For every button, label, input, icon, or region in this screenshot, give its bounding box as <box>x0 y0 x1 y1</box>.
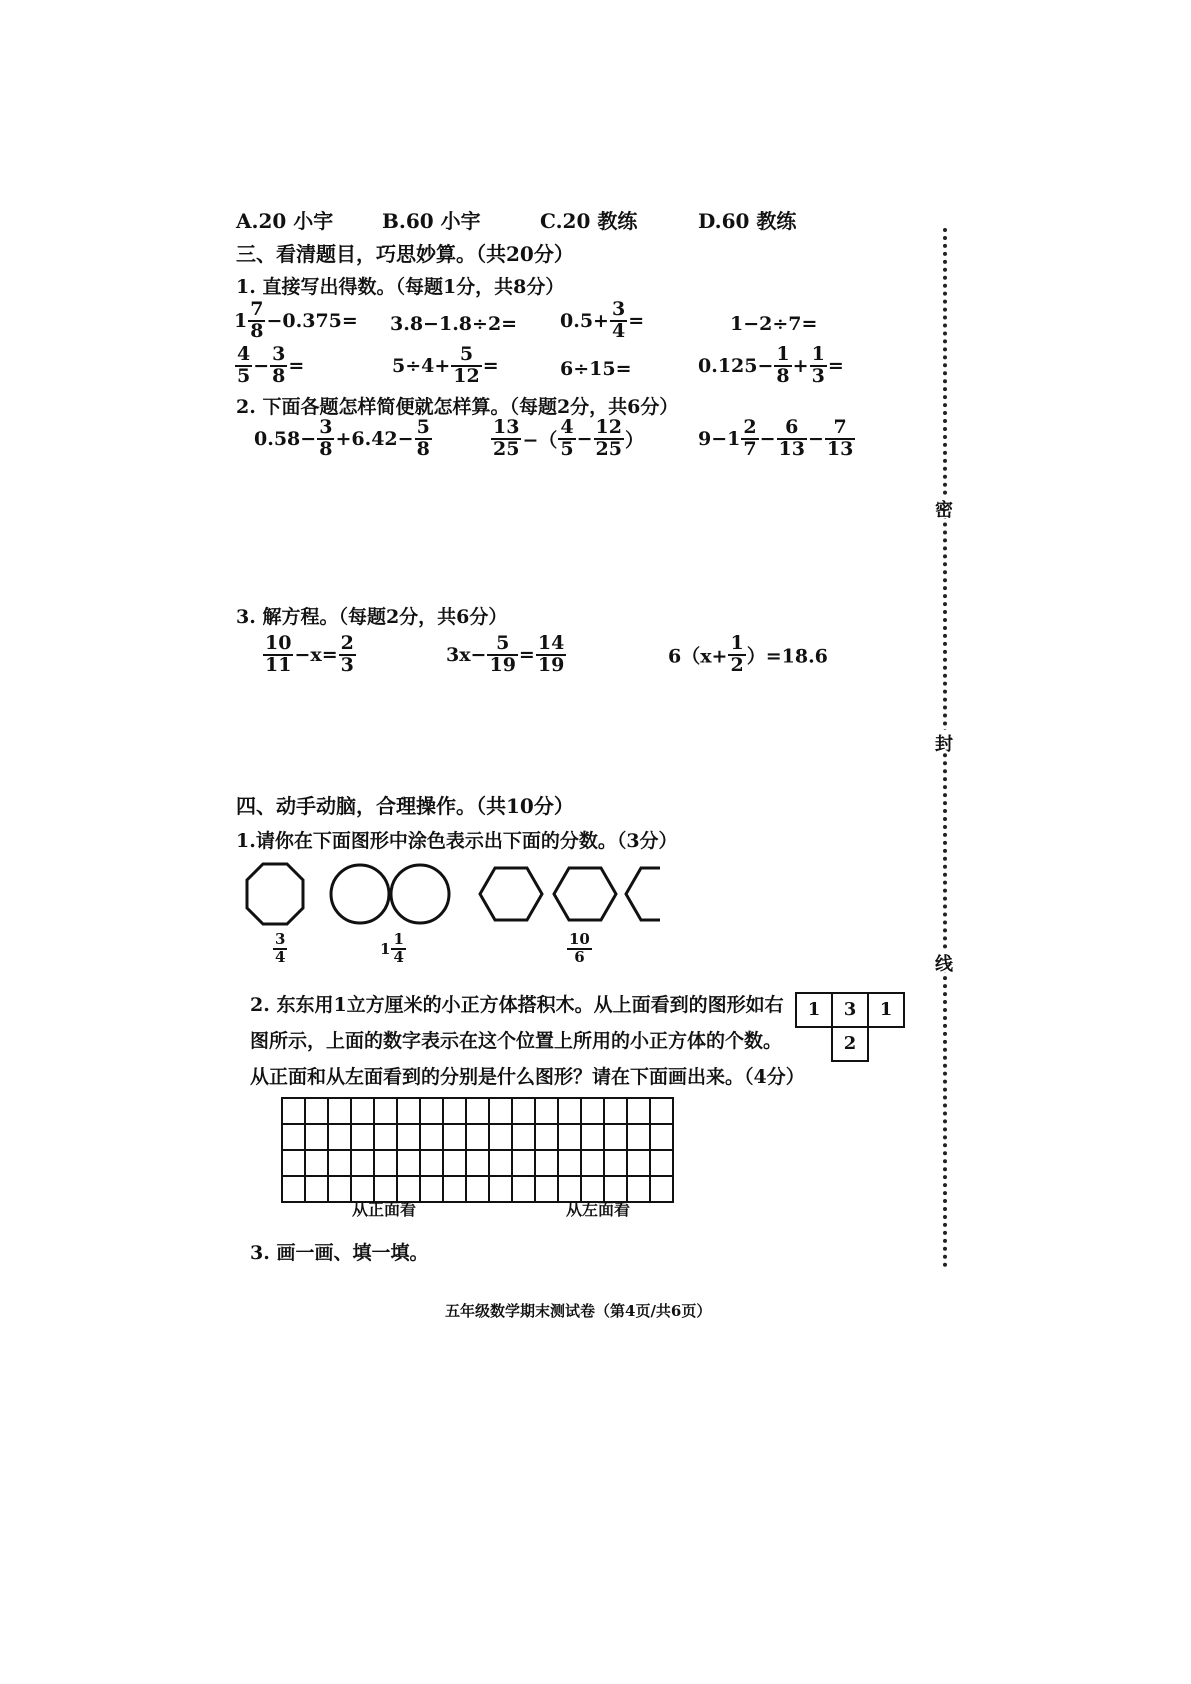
q3-expr-2: 3x− $\frac{5}{19}$ = $\frac{14}{19}$ <box>446 632 565 676</box>
q1-expr-6: 5÷4+ $\frac{5}{12}$ = <box>392 343 499 387</box>
q1-expr-3: 0.5+ $\frac{3}{4}$ = <box>560 298 645 342</box>
circle-shape-1 <box>331 865 389 923</box>
fraction-label-1: $\frac{3}{4}$ <box>275 930 286 966</box>
q1-expr-2: 3.8−1.8÷2= <box>390 313 518 335</box>
q1-expr-5: $\frac{4}{5}$ − $\frac{3}{8}$ = <box>237 343 305 387</box>
binding-mark-3: 线 <box>932 950 956 972</box>
grid-label-front: 从正面看 <box>352 1200 417 1219</box>
q2-expr-1: 0.58− $\frac{3}{8}$ +6.42− $\frac{5}{8}$ <box>254 416 430 460</box>
section4-q3-title: 3. 画一画、填一填。 <box>250 1242 429 1264</box>
option-c: C.20 教练 <box>540 209 638 233</box>
hexagon-shape-1 <box>480 868 542 920</box>
q1-expr-4: 1−2÷7= <box>730 313 818 335</box>
q2-title: 2. 下面各题怎样简便就怎样算。（每题2分，共6分） <box>236 396 679 418</box>
q1-title: 1. 直接写出得数。（每题1分，共8分） <box>236 276 565 298</box>
top-view-cell: 1 <box>867 992 905 1028</box>
hexagon-shape-2 <box>554 868 616 920</box>
q1-expr-1: 1 $\frac{7}{8}$ −0.375= <box>234 298 358 342</box>
binding-mark-2: 封 <box>932 730 956 752</box>
section3-title: 三、看清题目，巧思妙算。（共20分） <box>236 242 574 266</box>
top-view-cell: 2 <box>831 1026 869 1062</box>
section4-q2-line3: 从正面和从左面看到的分别是什么图形？请在下面画出来。（4分） <box>250 1066 805 1088</box>
drawing-grid[interactable] <box>281 1097 674 1203</box>
page-footer: 五年级数学期末测试卷（第4页/共6页） <box>445 1302 712 1320</box>
option-b: B.60 小宇 <box>382 209 481 233</box>
octagon-shape <box>247 864 303 924</box>
hexagon-shape-3 <box>626 868 660 920</box>
top-view-cell: 3 <box>831 992 869 1028</box>
option-d: D.60 教练 <box>698 209 797 233</box>
shapes-figure <box>240 862 660 932</box>
q3-expr-3: 6（x+ $\frac{1}{2}$ ）=18.6 <box>668 632 828 676</box>
q2-expr-3: 9−1 $\frac{2}{7}$ − $\frac{6}{13}$ − $\frac{7}{13}$ <box>698 416 854 460</box>
q1-expr-7: 6÷15= <box>560 358 632 380</box>
section4-q2-line1: 2. 东东用1立方厘米的小正方体搭积木。从上面看到的图形如右 <box>250 994 784 1016</box>
section4-q1-title: 1.请你在下面图形中涂色表示出下面的分数。（3分） <box>236 830 678 852</box>
fraction-label-2: 1 $\frac{1}{4}$ <box>380 930 404 966</box>
q1-expr-8: 0.125− $\frac{1}{8}$ + $\frac{1}{3}$ = <box>698 343 844 387</box>
section4-q2-line2: 图所示，上面的数字表示在这个位置上所用的小正方体的个数。 <box>250 1030 783 1052</box>
top-view-cell: 1 <box>795 992 833 1028</box>
circle-shape-2 <box>391 865 449 923</box>
option-a: A.20 小宇 <box>236 209 334 233</box>
q2-expr-2: $\frac{13}{25}$ −（ $\frac{4}{5}$ − $\frac{12}{25}$ ） <box>493 416 644 460</box>
q3-title: 3. 解方程。（每题2分，共6分） <box>236 606 508 628</box>
section4-title: 四、动手动脑，合理操作。（共10分） <box>236 794 574 818</box>
grid-label-left: 从左面看 <box>566 1200 631 1219</box>
fraction-label-3: $\frac{10}{6}$ <box>569 930 590 966</box>
binding-mark-1: 密 <box>932 496 956 518</box>
q3-expr-1: $\frac{10}{11}$ −x= $\frac{2}{3}$ <box>265 632 354 676</box>
